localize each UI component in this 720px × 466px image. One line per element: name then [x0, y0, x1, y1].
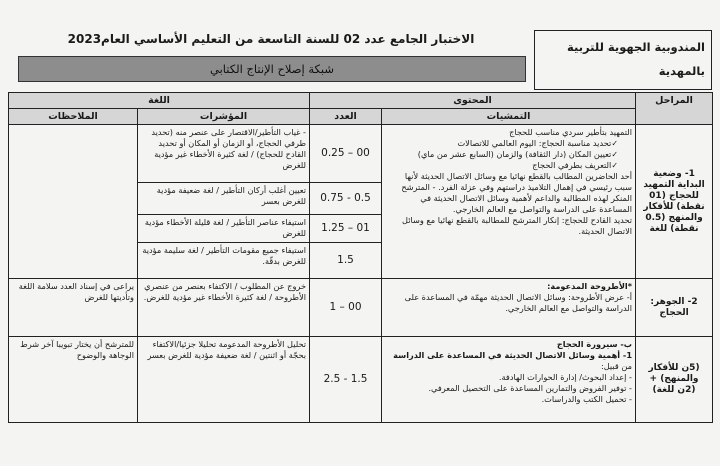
agency-line2: بالمهدية: [658, 64, 705, 78]
stage-1-intro: التمهيد بتأطير سردي مناسب للحجاج: [509, 127, 633, 137]
stages-header: المراحل: [636, 93, 713, 125]
stage-3-details: [382, 337, 636, 423]
stage-1-para: أحد الحاضرين المطالب بالقطع نهائيا مع وسائل الاتصال الحديثة لأنها سبب رئيسي في إهمال التلاميذ دراستهم وفي عزلة الفرد. - المترشح المنكر لهذه المطالبة والداعم لأهمية وسائل الاتصال الحديثة في المساعدة على الدراسة والتواصل مع العالم الخارجي.: [401, 171, 633, 214]
score-4: 1.5: [310, 243, 382, 279]
stage-1-item: ✓ التعريف بطرفي الحجاج: [385, 160, 618, 171]
score-3: 01 – 1.25: [310, 215, 382, 243]
stage-1-item: ✓ تحديد مناسبة الحجاج: اليوم العالمي للاتصالات: [385, 138, 618, 149]
thesis-text: أ- عرض الأطروحة: وسائل الاتصال الحديثة مهمّة في المساعدة على الدراسة والتواصل مع العالم الخارجي.: [404, 292, 633, 313]
stage-1-item: ✓ تعيين المكان (دار الثقافة) والزمان (السابع عشر من ماي): [385, 149, 618, 160]
indicator-4: استيفاء جميع مقومات التأطير / لغة سليمة مؤدية للغرض بدقّة.: [138, 243, 310, 279]
header: [8, 30, 712, 92]
indicator-1: - غياب التأطير/الاقتصار على عنصر منه (تحديد طرفي الحجاج، أو الزمان أو المكان أو تحديد القادح للحجاج) / لغة كثيرة الأخطاء غير مؤدية للغرض: [138, 125, 310, 183]
stage-2-details: [382, 279, 636, 337]
stage-1-details: [382, 125, 636, 279]
score-header: العدد: [310, 109, 382, 125]
language-header: اللغة: [9, 93, 310, 109]
correction-grid: [8, 92, 713, 423]
score-1: 00 – 0.25: [310, 125, 382, 183]
thesis-title: *الأطروحة المدعومة:: [547, 281, 633, 291]
agency-box: [534, 30, 712, 90]
indicators-header: المؤشرات: [138, 109, 310, 125]
stage-1: 1- وضعية البداية التمهيد للحجاج (01 نقطة) للأفكار والمنهج (0.5 نقطة) للغة: [636, 125, 713, 279]
details-header: التمشيات: [382, 109, 636, 125]
process-title: ب- سيرورة الحجاج: [556, 339, 633, 349]
process-line: - توفير الفروض والتمارين المساعدة على التحصيل المعرفي.: [428, 383, 633, 393]
process-line: - إعداد البحوث/ إدارة الحوارات الهادفة.: [498, 372, 633, 382]
exam-title: الاختبار الجامع عدد 02 للسنة التاسعة من التعليم الأساسي العام2023: [67, 32, 475, 46]
notes-stage-1: [9, 125, 138, 279]
stage-3: (5ن للأفكار والمنهج) + (2ن للغة): [636, 337, 713, 423]
indicator-2: تعيين أغلب أركان التأطير / لغة ضعيفة مؤدية للغرض بعسر: [138, 183, 310, 215]
indicator-5: خروج عن المطلوب / الاكتفاء بعنصر من عنصري الأطروحة / لغة كثيرة الأخطاء غير مؤدية للغرض.: [138, 279, 310, 337]
note-stage-3: للمترشح أن يختار تبويبا آخر شرط الوجاهة والوضوح: [9, 337, 138, 423]
stage-2: 2- الجوهر: الحجاج: [636, 279, 713, 337]
stage-1-last: تحديد القادح للحجاج: إنكار المترشح للمطالبة بالقطع نهائيا مع وسائل الاتصال الحديثة.: [402, 215, 633, 236]
process-sub: 1- أهمية وسائل الاتصال الحديثة في المساعدة على الدراسة: [393, 350, 633, 360]
score-6: 1.5 - 2.5: [310, 337, 382, 423]
content-header: المحتوى: [310, 93, 636, 109]
score-5: 00 – 1: [310, 279, 382, 337]
note-stage-2: يراعى في إسناد العدد سلامة اللغة وتأديتها للغرض: [9, 279, 138, 337]
notes-header: الملاحظات: [9, 109, 138, 125]
score-2: 0.5 - 0.75: [310, 183, 382, 215]
grid-title: شبكة إصلاح الإنتاج الكتابي: [18, 56, 526, 82]
agency-line1: المندوبية الجهوية للتربية: [567, 40, 705, 54]
process-line: - تحميل الكتب والدراسات.: [541, 394, 633, 404]
indicator-3: استيفاء عناصر التأطير / لغة قليلة الأخطاء مؤدية للغرض: [138, 215, 310, 243]
indicator-6: تحليل الأطروحة المدعومة تحليلا جزئيا/الاكتفاء بحجّة أو اثنتين / لغة ضعيفة مؤدية للغرض بعسر: [138, 337, 310, 423]
process-line: من قبيل:: [600, 361, 633, 371]
